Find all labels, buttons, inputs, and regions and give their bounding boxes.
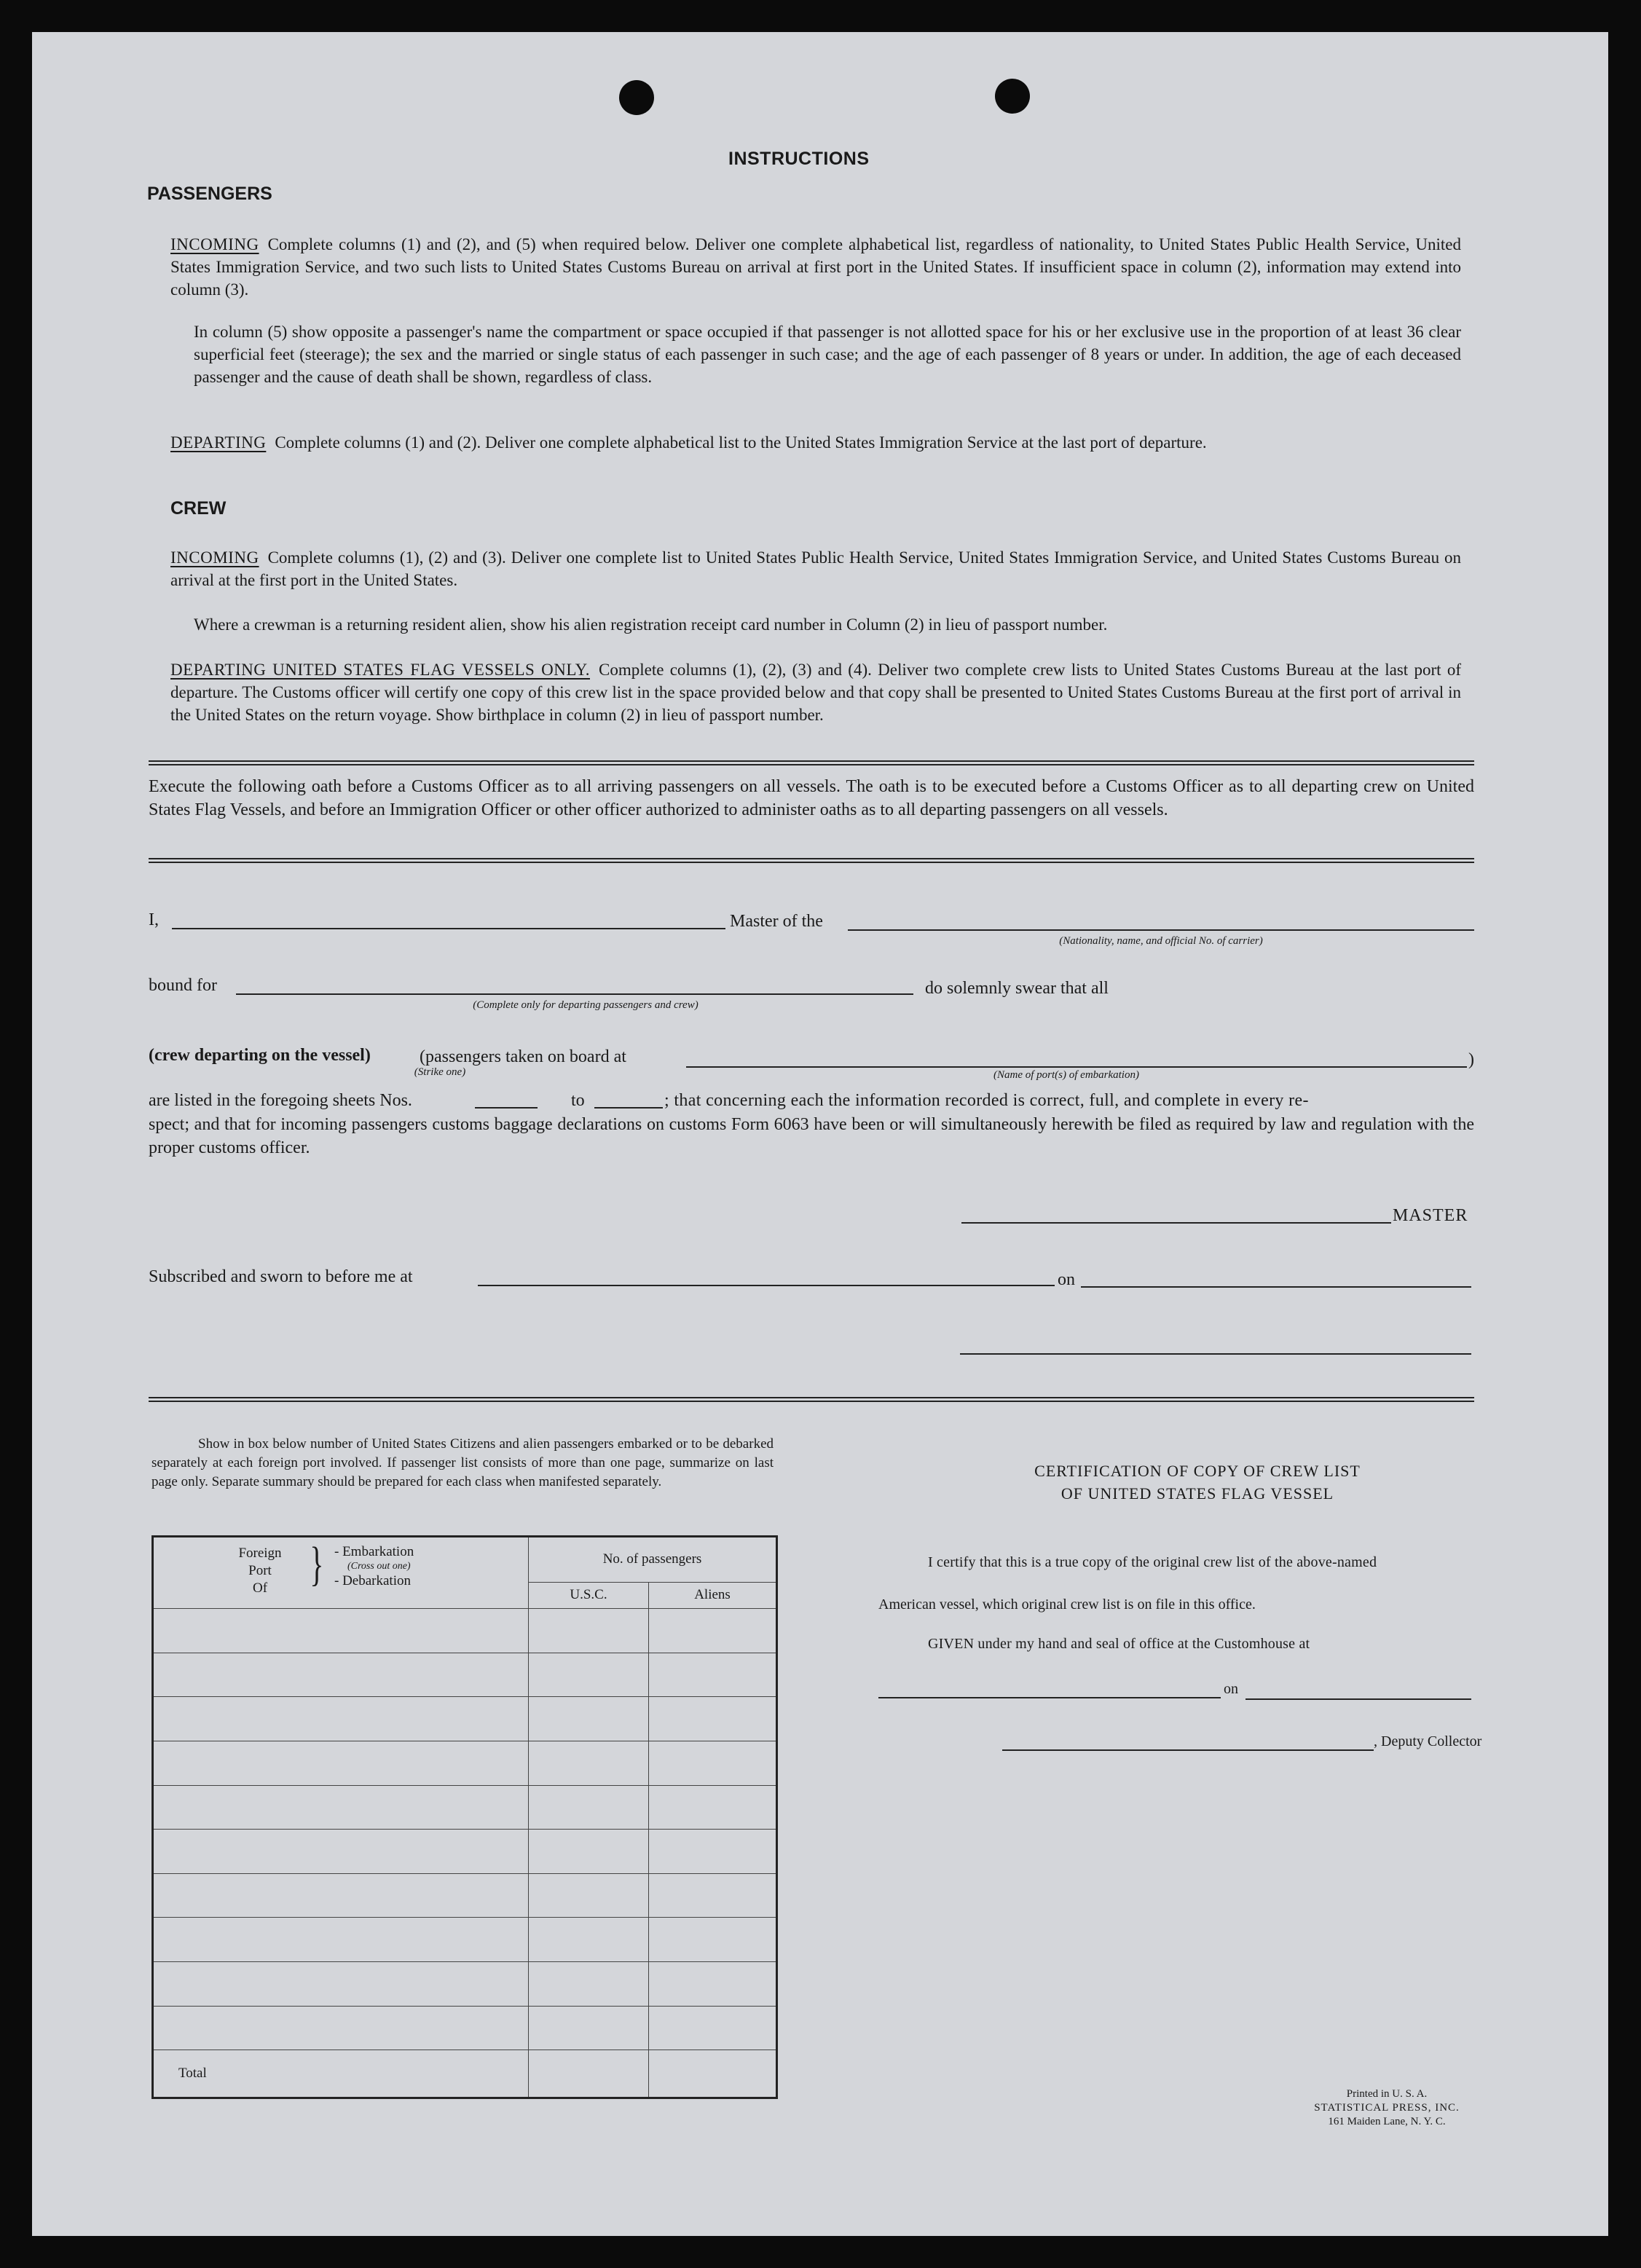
solemnly-swear-label: do solemnly swear that all xyxy=(925,979,1109,998)
deputy-collector-signature-field[interactable] xyxy=(1002,1749,1374,1751)
oath-i-label: I, xyxy=(149,910,159,929)
total-usc-cell[interactable] xyxy=(529,2050,649,2098)
passengers-column5-paragraph: In column (5) show opposite a passenger's name the compartment or space occupied if that passenger is not allotted space for his or her exclusive use in the proportion of at least 36 clear superficial feet (steerage); the sex and the married or single status of each passenger in such case; and the age of each passenger of 8 years or under. In addition, the age of each deceased passenger and the cause of death shall be shown, regardless of class. xyxy=(194,323,1461,386)
usc-header: U.S.C. xyxy=(529,1582,649,1608)
sworn-on-label: on xyxy=(1058,1270,1075,1289)
foreign-label: Foreign xyxy=(238,1546,282,1561)
aliens-cell[interactable] xyxy=(649,1962,777,2007)
section-divider xyxy=(149,760,1474,765)
certify-text: I certify that this is a true copy of the original crew list of the above-named xyxy=(928,1554,1377,1570)
aliens-cell[interactable] xyxy=(649,1741,777,1785)
aliens-cell[interactable] xyxy=(649,1830,777,1874)
strike-one-caption: (Strike one) xyxy=(414,1066,466,1078)
crew-departing-option-text: (crew departing on the vessel) xyxy=(149,1046,371,1065)
customhouse-field[interactable] xyxy=(878,1697,1221,1698)
port-cell[interactable] xyxy=(153,1741,529,1785)
certification-title-line-2: OF UNITED STATES FLAG VESSEL xyxy=(1060,1484,1334,1503)
certification-title xyxy=(877,1460,1518,1505)
carrier-field[interactable] xyxy=(848,929,1474,931)
total-label: Total xyxy=(153,2050,529,2098)
aliens-header: Aliens xyxy=(649,1582,777,1608)
usc-cell[interactable] xyxy=(529,2006,649,2050)
cross-out-caption: (Cross out one) xyxy=(347,1561,411,1572)
usc-cell[interactable] xyxy=(529,1741,649,1785)
usc-cell[interactable] xyxy=(529,1785,649,1830)
aliens-cell[interactable] xyxy=(649,2006,777,2050)
officer-signature-field[interactable] xyxy=(960,1353,1471,1355)
crew-departing-label: DEPARTING UNITED STATES FLAG VESSELS ONLY. xyxy=(170,661,590,679)
sworn-place-field[interactable] xyxy=(478,1285,1055,1286)
passengers-departing-label: DEPARTING xyxy=(170,433,267,452)
aliens-cell[interactable] xyxy=(649,1918,777,1962)
passengers-departing-text: Complete columns (1) and (2). Deliver one complete alphabetical list to the United States Immigration Service at the last port of departure. xyxy=(275,433,1207,452)
usc-cell[interactable] xyxy=(529,1653,649,1697)
listed-sheets-text: ; that concerning each the information recorded is correct, full, and complete in every re- xyxy=(664,1091,1309,1110)
crew-departing-paragraph xyxy=(170,658,1461,726)
table-row xyxy=(153,2006,777,2050)
port-cell[interactable] xyxy=(153,1830,529,1874)
printer-line-1: Printed in U. S. A. xyxy=(1346,2088,1428,2100)
of-label: Of xyxy=(252,1580,268,1596)
table-row xyxy=(153,1918,777,1962)
aliens-cell[interactable] xyxy=(649,1653,777,1697)
port-of-embarkation-field[interactable] xyxy=(686,1066,1467,1068)
aliens-cell[interactable] xyxy=(649,1697,777,1741)
port-cell[interactable] xyxy=(153,1962,529,2007)
punch-hole-left xyxy=(619,80,654,115)
port-caption: (Name of port(s) of embarkation) xyxy=(993,1069,1139,1081)
usc-cell[interactable] xyxy=(529,1830,649,1874)
aliens-cell[interactable] xyxy=(649,1785,777,1830)
table-row xyxy=(153,1785,777,1830)
port-cell[interactable] xyxy=(153,1785,529,1830)
section-divider xyxy=(149,858,1474,863)
cert-on-label: on xyxy=(1224,1681,1238,1697)
table-row xyxy=(153,1697,777,1741)
crew-heading: CREW xyxy=(170,498,227,519)
close-paren: ) xyxy=(1468,1050,1474,1069)
crew-resident-paragraph: Where a crewman is a returning resident alien, show his alien registration receipt card number in Column (2) in lieu of passport number. xyxy=(194,615,1108,634)
crew-incoming-label: INCOMING xyxy=(170,548,259,567)
passengers-incoming-paragraph xyxy=(170,233,1461,301)
usc-cell[interactable] xyxy=(529,1962,649,2007)
aliens-cell[interactable] xyxy=(649,1609,777,1653)
total-row xyxy=(153,2050,777,2098)
port-cell[interactable] xyxy=(153,1918,529,1962)
port-cell[interactable] xyxy=(153,1697,529,1741)
printer-imprint xyxy=(1256,2087,1518,2129)
no-passengers-header: No. of passengers xyxy=(529,1537,777,1583)
printer-line-2: STATISTICAL PRESS, INC. xyxy=(1314,2102,1460,2114)
given-text: GIVEN under my hand and seal of office at the Customhouse at xyxy=(928,1636,1310,1652)
section-divider xyxy=(149,1397,1474,1402)
master-label: MASTER xyxy=(1393,1206,1468,1225)
table-row xyxy=(153,1962,777,2007)
crew-departing-option xyxy=(149,1046,371,1066)
port-cell[interactable] xyxy=(153,1653,529,1697)
crew-incoming-text: Complete columns (1), (2) and (3). Deliver one complete list to United States Public Health Service, United States Immigration Service, and United States Customs Bureau on arrival at the first port in the United States. xyxy=(170,548,1461,589)
brace-icon: } xyxy=(310,1537,324,1591)
printer-line-3: 161 Maiden Lane, N. Y. C. xyxy=(1328,2116,1446,2127)
passengers-incoming-label: INCOMING xyxy=(170,235,259,253)
passengers-taken-label: (passengers taken on board at xyxy=(420,1047,626,1066)
certification-title-line-1: CERTIFICATION OF COPY OF CREW LIST xyxy=(1034,1462,1361,1480)
crew-departing-text: Complete columns (1), (2), (3) and (4). Deliver two complete crew lists to United States Customs Bureau at the last port of departure. The Customs officer will certify one copy of this crew list in the space provided below and that copy shall be presented to United States Customs Bureau at the first port of arrival in the United States on the return voyage. Show birthplace in column (2) in lieu of passport number. xyxy=(170,661,1461,724)
to-label: to xyxy=(571,1091,585,1110)
sheet-to-field[interactable] xyxy=(594,1107,663,1109)
port-cell[interactable] xyxy=(153,1609,529,1653)
certify-text-continued: American vessel, which original crew list is on file in this office. xyxy=(878,1596,1256,1613)
port-cell[interactable] xyxy=(153,1873,529,1918)
port-cell[interactable] xyxy=(153,2006,529,2050)
port-label: Port xyxy=(248,1563,272,1578)
bound-for-label: bound for xyxy=(149,976,217,995)
listed-sheets-text-continued: spect; and that for incoming passengers customs baggage declarations on customs Form 6063 have been or will simultaneously herewith be filed as required by law and regulation with the proper customs officer. xyxy=(149,1115,1474,1157)
bound-for-field[interactable] xyxy=(236,993,913,995)
deputy-collector-label: , Deputy Collector xyxy=(1374,1733,1482,1749)
table-row xyxy=(153,1741,777,1785)
instructions-title: INSTRUCTIONS xyxy=(728,149,870,169)
port-header-cell xyxy=(153,1537,529,1609)
master-signature-field[interactable] xyxy=(961,1222,1391,1224)
bound-for-caption: (Complete only for departing passengers and crew) xyxy=(473,999,698,1011)
passengers-incoming-text: Complete columns (1) and (2), and (5) when required below. Deliver one complete alphabetical list, regardless of nationality, to United States Public Health Service, United States Immigration Service, and two such lists to United States Customs Bureau on arrival at first port in the United States. If insufficient space in column (2), information may extend into column (3). xyxy=(170,235,1461,299)
form-page xyxy=(32,32,1608,2236)
usc-cell[interactable] xyxy=(529,1873,649,1918)
debarkation-label: - Debarkation xyxy=(334,1573,411,1588)
total-aliens-cell[interactable] xyxy=(649,2050,777,2098)
carrier-caption: (Nationality, name, and official No. of carrier) xyxy=(1059,935,1263,947)
listed-sheets-label: are listed in the foregoing sheets Nos. xyxy=(149,1091,412,1110)
passengers-departing-paragraph xyxy=(170,431,1461,454)
usc-cell[interactable] xyxy=(529,1918,649,1962)
usc-cell[interactable] xyxy=(529,1609,649,1653)
passenger-count-table xyxy=(151,1535,778,2099)
master-name-field[interactable] xyxy=(172,928,725,929)
table-row xyxy=(153,1830,777,1874)
table-row xyxy=(153,1653,777,1697)
punch-hole-right xyxy=(995,79,1030,114)
oath-intro: Execute the following oath before a Customs Officer as to all arriving passengers on all vessels. The oath is to be executed before a Customs Officer as to all departing crew on United States Flag Vessels, and before an Immigration Officer or other officer authorized to administer oaths as to all departing passengers on all vessels. xyxy=(149,777,1474,819)
embarkation-label: - Embarkation xyxy=(334,1544,414,1559)
sheet-from-field[interactable] xyxy=(475,1107,538,1109)
table-row xyxy=(153,1873,777,1918)
aliens-cell[interactable] xyxy=(649,1873,777,1918)
master-of-the-label: Master of the xyxy=(730,912,823,931)
box-instructions: Show in box below number of United States Citizens and alien passengers embarked or to be debarked separately at each foreign port involved. If passenger list consists of more than one page, summarize on last page only. Separate summary should be prepared for each class when manifested separately. xyxy=(151,1436,774,1489)
table-row xyxy=(153,1609,777,1653)
sworn-date-field[interactable] xyxy=(1081,1286,1471,1288)
cert-date-field[interactable] xyxy=(1245,1698,1471,1700)
crew-incoming-paragraph xyxy=(170,546,1461,591)
subscribed-label: Subscribed and sworn to before me at xyxy=(149,1267,413,1286)
usc-cell[interactable] xyxy=(529,1697,649,1741)
passengers-heading: PASSENGERS xyxy=(147,184,272,204)
